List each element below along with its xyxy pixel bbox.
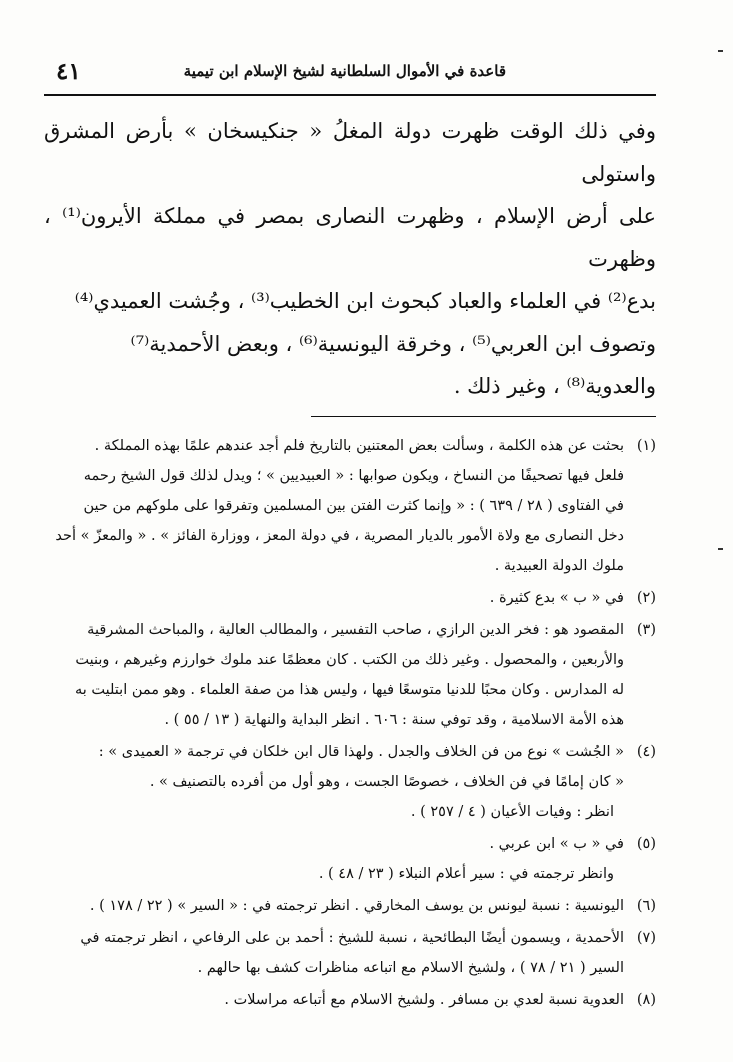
- footnote-line: السير ( ٢١ / ٧٨ ) ، ولشيخ الاسلام مع اتباعه مناظرات كشف بها حالهم .: [197, 959, 624, 976]
- footnote-line: « الجُشت » نوع من فن الخلاف والجدل . ولهذا قال ابن خلكان في ترجمة « العميدى » :: [98, 743, 624, 760]
- footnote-number: (٦): [636, 897, 656, 914]
- footnote-line: ملوك الدولة العبيدية .: [494, 557, 624, 574]
- footnote-8: [44, 985, 656, 1015]
- footnote-number: (٥): [636, 835, 656, 852]
- footnote-line: « كان إمامًا في فن الخلاف ، خصوصًا الجست ، وهو أول من أفرده بالتصنيف » .: [149, 773, 624, 790]
- book-page: [44, 56, 656, 1017]
- footnote-line: في « ب » بدع كثيرة .: [489, 589, 624, 606]
- body-line: وتصوف ابن العربي⁽⁵⁾ ، وخرقة اليونسية⁽⁶⁾ ، وبعض الأحمدية⁽⁷⁾: [130, 331, 656, 356]
- footnote-line: دخل النصارى مع ولاة الأمور بالديار المصرية ، في دولة المعز ، ووزارة الفائز » . « والمعزّ » أحد: [55, 527, 624, 544]
- footnote-line: في الفتاوى ( ٢٨ / ٦٣٩ ) : « وإنما كثرت الفتن بين المسلمين وتفرقوا على ملوكهم من حين: [83, 497, 624, 514]
- page-number: ٤١: [56, 58, 81, 85]
- footnote-separator: [311, 416, 656, 417]
- footnote-7: [44, 923, 656, 983]
- footnote-line: هذه الأمة الاسلامية ، وقد توفي سنة : ٦٠٦ . انظر البداية والنهاية ( ١٣ / ٥٥ ) .: [164, 711, 624, 728]
- footnote-line: اليونسية : نسبة ليونس بن يوسف المخارقي . انظر ترجمته في : « السير » ( ٢٢ / ١٧٨ ) .: [89, 897, 624, 914]
- footnote-reference: وانظر ترجمته في : سير أعلام النبلاء ( ٢٣ / ٤٨ ) .: [318, 865, 614, 882]
- footnote-4: [44, 737, 656, 827]
- footnote-number: (٤): [636, 743, 656, 760]
- footnote-reference: انظر : وفيات الأعيان ( ٤ / ٢٥٧ ) .: [410, 803, 614, 820]
- body-line: والعدوية⁽⁸⁾ ، وغير ذلك .: [453, 374, 656, 398]
- footnote-number: (٧): [636, 929, 656, 946]
- body-line: بدع⁽²⁾ في العلماء والعباد كبحوث ابن الخطيب⁽³⁾ ، وجُشت العميدي⁽⁴⁾: [74, 289, 656, 313]
- footnote-line: والأربعين ، والمحصول . وغير ذلك من الكتب . كان معظمًا عند ملوك خوارزم وغيرهم ، وبنيت: [75, 651, 624, 668]
- margin-tick-top: [718, 50, 723, 52]
- footnote-line: العدوية نسبة لعدي بن مسافر . ولشيخ الاسلام مع أتباعه مراسلات .: [224, 991, 624, 1008]
- footnote-line: له المدارس . وكان محبًا للدنيا متوسعًا فيها ، وليس هذا من صفة العلماء . وهو ممن ابتليت به: [74, 681, 624, 698]
- body-line: على أرض الإسلام ، وظهرت النصارى بمصر في مملكة الأيرون⁽¹⁾ ، وظهرت: [44, 204, 656, 271]
- footnote-6: [44, 891, 656, 921]
- footnote-2: [44, 583, 656, 613]
- footnote-number: (١): [636, 437, 656, 454]
- margin-tick-middle: [718, 548, 723, 550]
- footnote-line: الأحمدية ، ويسمون أيضًا البطائحية ، نسبة للشيخ : أحمد بن على الرفاعي ، انظر ترجمته في: [80, 929, 624, 946]
- footnote-line: فلعل فيها تصحيفًا من النساخ ، ويكون صوابها : « العبيديين » ؛ ويدل لذلك قول الشيخ رحمه: [83, 467, 624, 484]
- footnote-3: [44, 615, 656, 735]
- footnote-line: بحثت عن هذه الكلمة ، وسألت بعض المعتنين بالتاريخ فلم أجد عندهم علمًا بهذه المملكة .: [94, 437, 624, 454]
- main-text: [44, 110, 656, 408]
- footnote-number: (٢): [636, 589, 656, 606]
- footnote-number: (٨): [636, 991, 656, 1008]
- running-title: قاعدة في الأموال السلطانية لشيخ الإسلام ابن تيمية: [183, 62, 506, 80]
- body-line: وفي ذلك الوقت ظهرت دولة المغلُ « جنكيسخان » بأرض المشرق واستولى: [44, 119, 656, 186]
- footnote-line: المقصود هو : فخر الدين الرازي ، صاحب التفسير ، والمطالب العالية ، والمباحث المشرقية: [87, 621, 624, 638]
- footnote-number: (٣): [636, 621, 656, 638]
- footnote-line: في « ب » ابن عربي .: [489, 835, 624, 852]
- running-header: [44, 56, 656, 96]
- footnotes: [44, 431, 656, 1015]
- footnote-1: [44, 431, 656, 581]
- footnote-5: [44, 829, 656, 889]
